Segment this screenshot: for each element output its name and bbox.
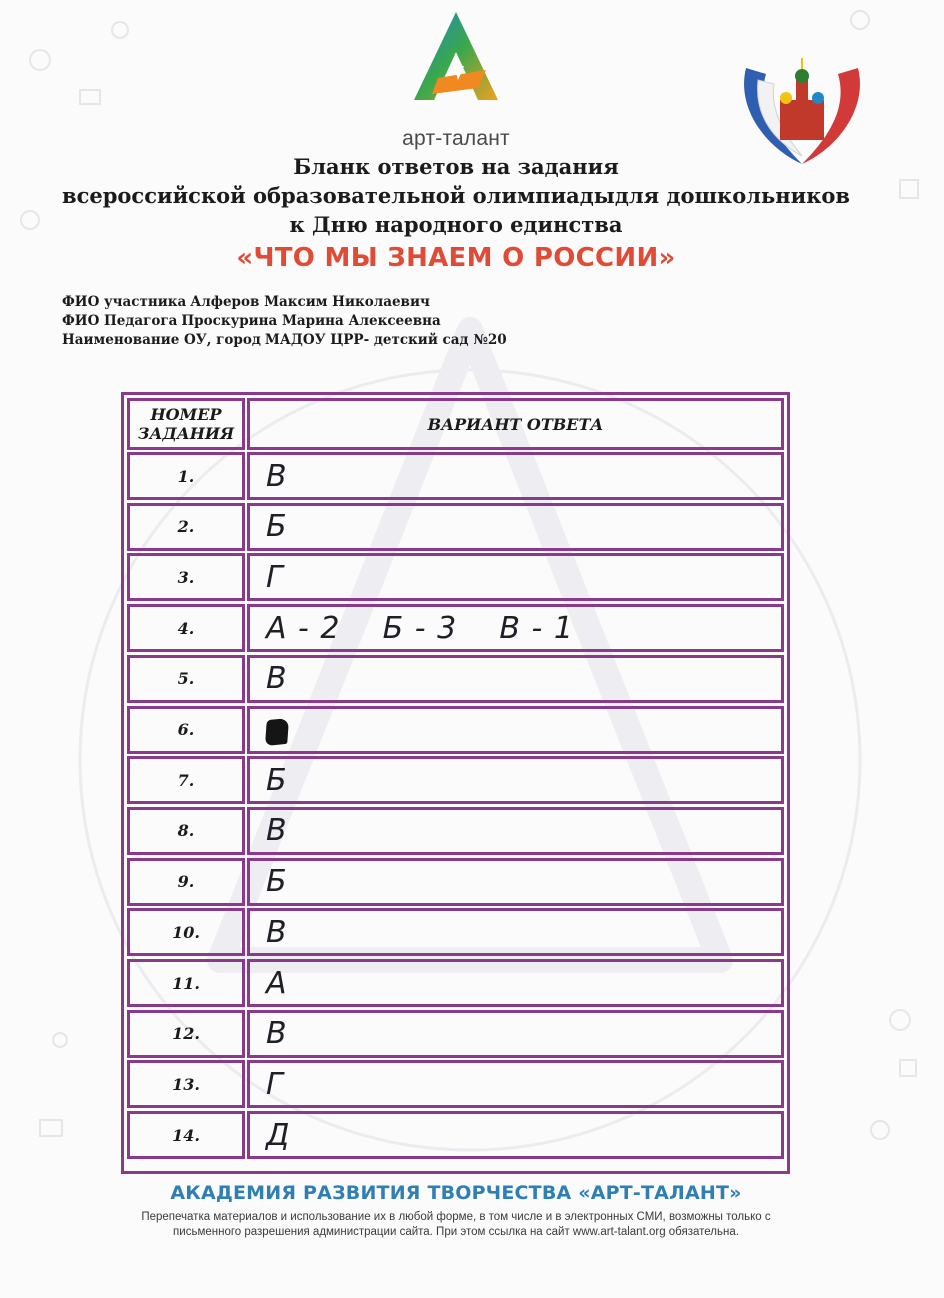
copyright-note <box>80 1210 832 1240</box>
task-number: 4. <box>177 618 195 638</box>
task-number: 5. <box>177 669 195 689</box>
header-number-line2: ЗАДАНИЯ <box>137 424 235 443</box>
title-line-1: Бланк ответов на задания <box>293 154 619 179</box>
task-number-cell <box>127 706 245 754</box>
answer-field[interactable] <box>247 908 784 956</box>
task-number-cell <box>127 1060 245 1108</box>
answer-field[interactable] <box>247 959 784 1007</box>
copyright-line-2: письменного разрешения администрации сайта. При этом ссылка на сайт www.art-talant.org обязательна. <box>173 1226 739 1238</box>
school-label: Наименование ОУ, город <box>62 332 261 348</box>
task-number: 14. <box>172 1125 200 1145</box>
task-number: 13. <box>172 1074 200 1094</box>
answer-table <box>121 392 790 1174</box>
teacher-name-line <box>62 312 507 331</box>
answer-field[interactable] <box>247 858 784 906</box>
copyright-line-1: Перепечатка материалов и использование их в любой форме, в том числе и в электронных СМИ, возможны только с <box>141 1211 771 1223</box>
task-number-cell <box>127 1010 245 1058</box>
header-number-cell <box>127 398 245 450</box>
handwritten-answer: Б <box>266 762 288 798</box>
participant-name-line <box>62 293 507 312</box>
task-number: 3. <box>177 567 195 587</box>
answer-field[interactable] <box>247 604 784 652</box>
teacher-name-value: Проскурина Марина Алексеевна <box>181 313 441 329</box>
task-number-cell <box>127 959 245 1007</box>
header-answer-label: ВАРИАНТ ОТВЕТА <box>427 414 604 434</box>
task-number: 8. <box>177 821 195 841</box>
answer-field[interactable] <box>247 756 784 804</box>
answer-field[interactable] <box>247 503 784 551</box>
task-number: 6. <box>177 720 195 739</box>
form-title <box>0 152 912 273</box>
task-number-cell <box>127 807 245 855</box>
title-line-2: всероссийской образовательной олимпиадыдля дошкольников <box>62 183 850 208</box>
header-number-line1: НОМЕР <box>150 405 222 424</box>
task-number-cell <box>127 553 245 601</box>
answer-field[interactable] <box>247 807 784 855</box>
task-number-cell <box>127 858 245 906</box>
task-number-cell <box>127 756 245 804</box>
title-line-3: к Дню народного единства <box>289 212 623 237</box>
handwritten-answer: В <box>266 1016 288 1052</box>
handwritten-answer: В <box>266 661 288 697</box>
answer-field[interactable] <box>247 1111 784 1159</box>
handwritten-answer: В <box>266 813 288 849</box>
handwritten-answer: А <box>266 965 288 1001</box>
task-number: 9. <box>177 872 195 892</box>
answer-field[interactable] <box>247 553 784 601</box>
task-number-cell <box>127 655 245 703</box>
task-number-cell <box>127 452 245 500</box>
handwritten-answer: Г <box>266 559 284 595</box>
academy-name: АКАДЕМИЯ РАЗВИТИЯ ТВОРЧЕСТВА «АРТ-ТАЛАНТ» <box>170 1182 742 1204</box>
brand-name: арт-талант <box>402 127 510 150</box>
handwritten-answer: В <box>266 914 288 950</box>
task-number: 11. <box>172 973 200 993</box>
answer-field[interactable] <box>247 706 784 754</box>
teacher-name-label: ФИО Педагога <box>62 313 178 329</box>
handwritten-answer: Б <box>266 864 288 900</box>
handwritten-answer: В <box>266 458 288 494</box>
participant-name-value: Алферов Максим Николаевич <box>190 294 430 310</box>
task-number: 2. <box>177 517 195 537</box>
task-number-cell <box>127 604 245 652</box>
handwritten-answer: Г <box>266 1066 284 1102</box>
header-answer-cell <box>247 398 784 450</box>
participant-name-label: ФИО участника <box>62 294 187 310</box>
school-value: МАДОУ ЦРР- детский сад №20 <box>264 332 507 348</box>
task-number-cell <box>127 908 245 956</box>
handwritten-answer: А - 2 Б - 3 В - 1 <box>266 610 574 646</box>
task-number-cell <box>127 1111 245 1159</box>
task-number: 12. <box>172 1024 200 1044</box>
art-talant-logo <box>408 8 504 120</box>
participant-info <box>62 293 507 350</box>
task-number: 1. <box>177 466 195 486</box>
handwritten-answer: Д <box>266 1117 291 1153</box>
answer-field[interactable] <box>247 655 784 703</box>
task-number: 7. <box>177 770 195 790</box>
task-number-cell <box>127 503 245 551</box>
olympiad-name: «ЧТО МЫ ЗНАЕМ О РОССИИ» <box>236 243 676 273</box>
task-number: 10. <box>172 922 200 942</box>
answer-field[interactable] <box>247 452 784 500</box>
answer-field[interactable] <box>247 1010 784 1058</box>
handwritten-answer: Б <box>266 509 288 545</box>
answer-field[interactable] <box>247 1060 784 1108</box>
school-line <box>62 331 507 350</box>
